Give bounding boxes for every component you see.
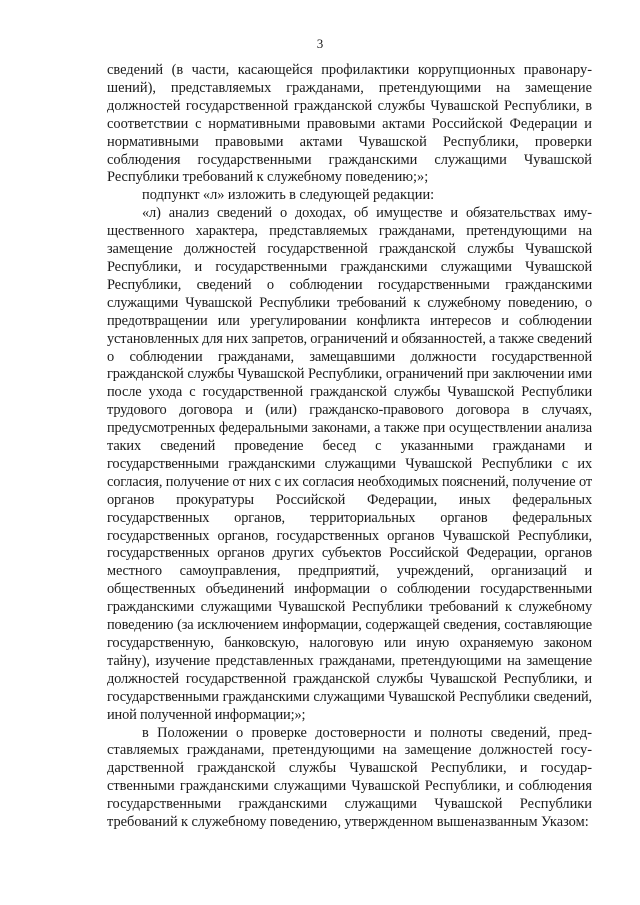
- paragraph-subclause-l: «л) анализ сведений о доходах, об имуществе и обязательствах имущественного характера, представляемых гражданами, претендующими на замещение должностей государственной гражданской службы Чувашской Республики, и государственными гражданскими служащими Чувашской Республики, сведений о соблюдении государственными гражданскими служащими Чувашской Республики требований к служебному поведению, о предотвращении или урегулировании конфликта интересов и соблюдении установленных для них запретов, ограничений и обязанностей, а также сведений о соблюдении гражданами, замещавшими должности государственной гражданской службы Чувашской Республики, ограничений при заключении ими после ухода с государственной гражданской службы Чувашской Республики трудового договора и (или) гражданско-правового договора в случаях, предусмотренных федеральными законами, а также при осуществлении анализа таких сведений проведение бесед с указанными гражданами и государственными гражданскими служащими Чувашской Республики с их согласия, получение от них с их согласия необходимых пояснений, получение от органов прокуратуры Российской Федерации, иных федеральных государственных органов, территориальных органов федеральных государственных органов, государственных органов Чувашской Республики, государственных органов других субъектов Российской Федерации, органов местного самоуправления, предприятий, учреждений, организаций и общественных объединений информации о соблюдении государственными гражданскими служащими Чувашской Республики требований к служебному поведению (за исключением информации, содержащей сведения, составляющие государственную, банковскую, налоговую или иную охраняемую законом тайну), изучение представленных гражданами, претендующими на замещение должностей государственной гражданской службы Чувашской Республики, и государственными гражданскими служащими Чувашской Республики сведений, иной полученной информации;»;: [107, 205, 592, 723]
- page-number: 3: [316, 36, 324, 51]
- paragraph-continuation: сведений (в части, касающейся профилактики коррупционных правонарушений), представляемых гражданами, претендующими на замещение должностей государственной гражданской службы Чувашской Республики, в соответствии с нормативными правовыми актами Российской Федерации и нормативными правовыми актами Чувашской Республики, проверки соблюдения государственными гражданскими служащими Чувашской Республики требований к служебному поведению;»;: [107, 62, 592, 186]
- paragraph-subclause-instruction: подпункт «л» изложить в следующей редакции:: [142, 187, 435, 204]
- document-body: [107, 62, 592, 832]
- paragraph-regulation-intro: в Положении о проверке достоверности и полноты сведений, представляемых гражданами, претендующими на замещение должностей государственной гражданской службы Чувашской Республики, и государственными гражданскими служащими Чувашской Республики, и соблюдения государственными гражданскими служащими Чувашской Республики требований к служебному поведению, утвержденном вышеназванным Указом:: [107, 724, 592, 831]
